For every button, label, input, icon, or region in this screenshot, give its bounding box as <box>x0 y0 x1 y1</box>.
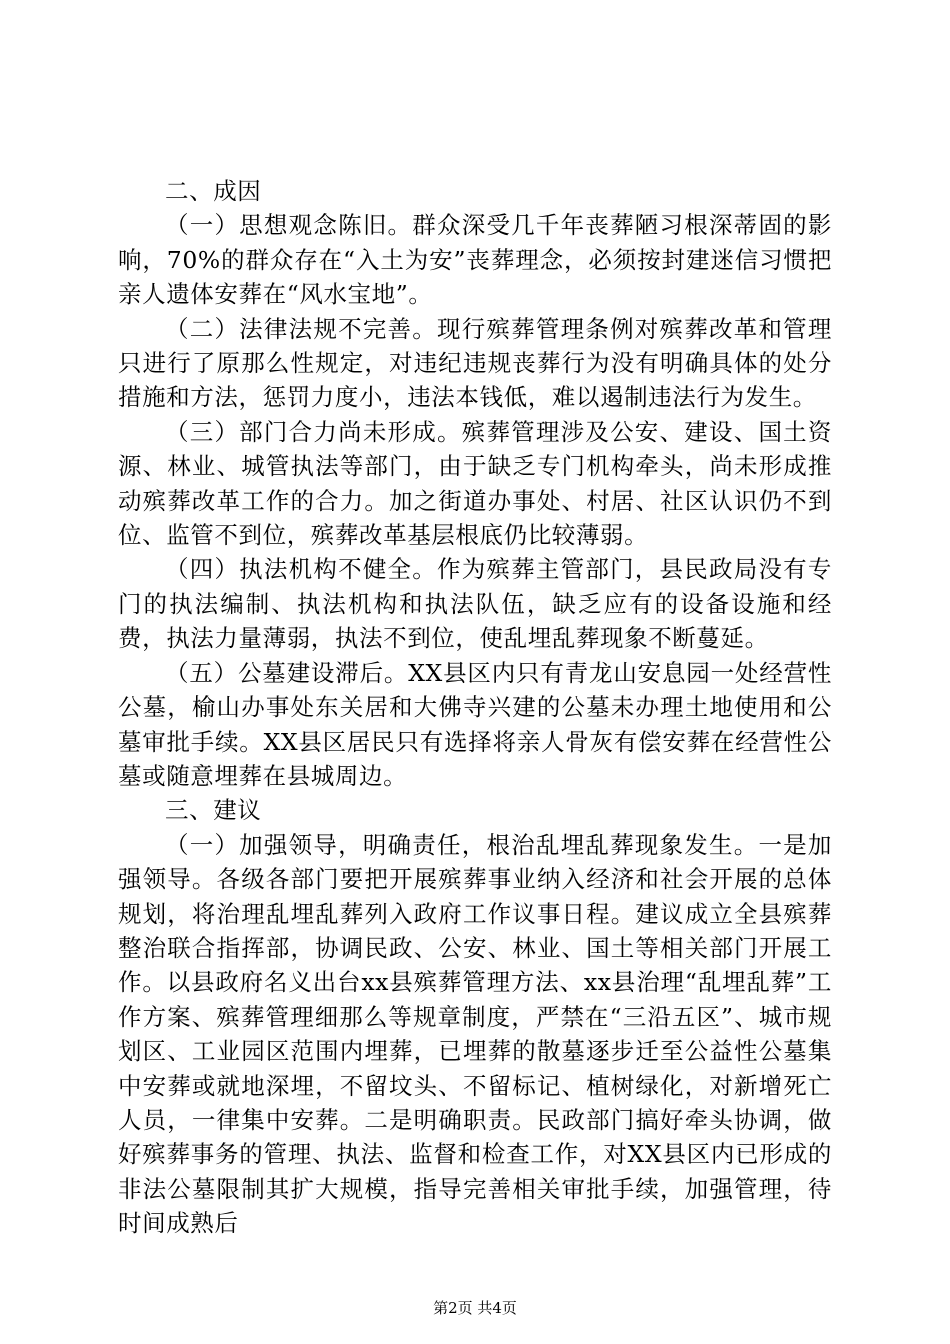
paragraph: （一）思想观念陈旧。群众深受几千年丧葬陋习根深蒂固的影响，70%的群众存在“入土为安”丧葬理念，必须按封建迷信习惯把亲人遗体安葬在“风水宝地”。 <box>118 211 832 309</box>
paragraph: （五）公墓建设滞后。XX县区内只有青龙山安息园一处经营性公墓，榆山办事处东关居和大佛寺兴建的公墓未办理土地使用和公墓审批手续。XX县区居民只有选择将亲人骨灰有偿安葬在经营性公墓或随意埋葬在县城周边。 <box>118 658 832 790</box>
paragraph: （三）部门合力尚未形成。殡葬管理涉及公安、建设、国土资源、林业、城管执法等部门，由于缺乏专门机构牵头，尚未形成推动殡葬改革工作的合力。加之街道办事处、村居、社区认识仍不到位、监管不到位，殡葬改革基层根底仍比较薄弱。 <box>118 417 832 550</box>
section-heading-causes: 二、成因 <box>165 177 262 205</box>
paragraph: （二）法律法规不完善。现行殡葬管理条例对殡葬改革和管理只进行了原那么性规定，对违纪违规丧葬行为没有明确具体的处分措施和方法，惩罚力度小，违法本钱低，难以遏制违法行为发生。 <box>118 314 832 412</box>
page-number-footer: 第2页 共4页 <box>433 1299 517 1317</box>
section-heading-suggestions: 三、建议 <box>165 796 262 825</box>
document-body <box>118 174 832 1241</box>
paragraph: （一）加强领导，明确责任，根治乱埋乱葬现象发生。一是加强领导。各级各部门要把开展殡葬事业纳入经济和社会开展的总体规划，将治理乱埋乱葬列入政府工作议事日程。建议成立全县殡葬整治联合指挥部，协调民政、公安、林业、国土等相关部门开展工作。以县政府名义出台xx县殡葬管理方法、xx县治理“乱埋乱葬”工作方案、殡葬管理细那么等规章制度，严禁在“三沿五区”、城市规划区、工业园区范围内埋葬，已埋葬的散墓逐步迁至公益性公墓集中安葬或就地深埋，不留坟头、不留标记、植树绿化，对新增死亡人员，一律集中安葬。二是明确职责。民政部门搞好牵头协调，做好殡葬事务的管理、执法、监督和检查工作，对XX县区内已形成的非法公墓限制其扩大规模，指导完善相关审批手续，加强管理，待时间成熟后 <box>118 830 832 1238</box>
paragraph: （四）执法机构不健全。作为殡葬主管部门，县民政局没有专门的执法编制、执法机构和执法队伍，缺乏应有的设备设施和经费，执法力量薄弱，执法不到位，使乱埋乱葬现象不断蔓延。 <box>118 555 832 653</box>
